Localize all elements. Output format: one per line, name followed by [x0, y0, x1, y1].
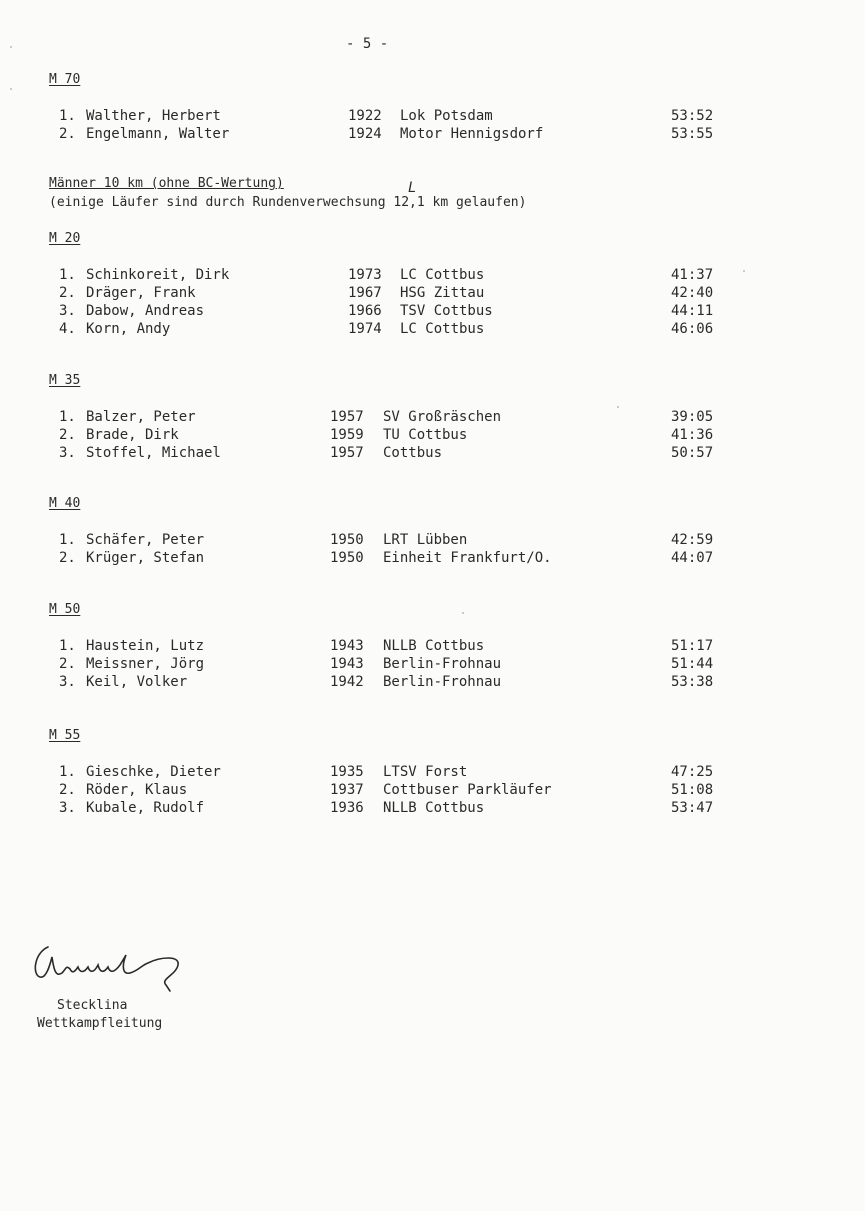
result-row: [0, 108, 865, 126]
rank-label: 1.: [59, 532, 76, 548]
birth-year: 1922: [348, 108, 382, 124]
birth-year: 1943: [330, 638, 364, 654]
note-subtitle: (einige Läufer sind durch Rundenverwechsung 12,1 km gelaufen): [49, 195, 527, 210]
result-row: [0, 674, 865, 692]
club-name: LC Cottbus: [400, 321, 485, 337]
club-name: LRT Lübben: [383, 532, 468, 548]
rank-label: 3.: [59, 303, 76, 319]
club-name: HSG Zittau: [400, 285, 485, 301]
finish-time: 51:08: [671, 782, 714, 798]
result-row: [0, 445, 865, 463]
birth-year: 1967: [348, 285, 382, 301]
page-number: - 5 -: [346, 36, 389, 52]
athlete-name: Dabow, Andreas: [86, 303, 205, 319]
finish-time: 53:55: [671, 126, 714, 142]
birth-year: 1966: [348, 303, 382, 319]
result-row: [0, 427, 865, 445]
athlete-name: Schinkoreit, Dirk: [86, 267, 230, 283]
rank-label: 2.: [59, 427, 76, 443]
signature-scribble: [30, 935, 200, 995]
finish-time: 44:07: [671, 550, 714, 566]
finish-time: 46:06: [671, 321, 714, 337]
finish-time: 51:17: [671, 638, 714, 654]
rank-label: 1.: [59, 267, 76, 283]
finish-time: 53:47: [671, 800, 714, 816]
rank-label: 3.: [59, 674, 76, 690]
club-name: Cottbuser Parkläufer: [383, 782, 552, 798]
athlete-name: Korn, Andy: [86, 321, 171, 337]
signature-name: Stecklina: [57, 998, 128, 1013]
club-name: Einheit Frankfurt/O.: [383, 550, 552, 566]
birth-year: 1973: [348, 267, 382, 283]
paper-speck: [10, 88, 12, 90]
birth-year: 1942: [330, 674, 364, 690]
note-title: Männer 10 km (ohne BC-Wertung): [49, 176, 284, 191]
athlete-name: Stoffel, Michael: [86, 445, 221, 461]
club-name: Lok Potsdam: [400, 108, 493, 124]
club-name: Cottbus: [383, 445, 443, 461]
result-row: [0, 321, 865, 339]
result-row: [0, 532, 865, 550]
athlete-name: Gieschke, Dieter: [86, 764, 221, 780]
athlete-name: Walther, Herbert: [86, 108, 221, 124]
rank-label: 1.: [59, 108, 76, 124]
athlete-name: Keil, Volker: [86, 674, 188, 690]
club-name: NLLB Cottbus: [383, 800, 485, 816]
birth-year: 1943: [330, 656, 364, 672]
paper-speck: [617, 406, 619, 408]
result-row: [0, 267, 865, 285]
finish-time: 53:38: [671, 674, 714, 690]
paper-speck: [462, 612, 464, 614]
rank-label: 1.: [59, 764, 76, 780]
rank-label: 3.: [59, 800, 76, 816]
club-name: TSV Cottbus: [400, 303, 493, 319]
birth-year: 1957: [330, 409, 364, 425]
club-name: NLLB Cottbus: [383, 638, 485, 654]
signature-role: Wettkampfleitung: [37, 1016, 163, 1031]
finish-time: 50:57: [671, 445, 714, 461]
club-name: LTSV Forst: [383, 764, 468, 780]
rank-label: 1.: [59, 409, 76, 425]
result-row: [0, 303, 865, 321]
finish-time: 53:52: [671, 108, 714, 124]
rank-label: 4.: [59, 321, 76, 337]
rank-label: 2.: [59, 285, 76, 301]
athlete-name: Krüger, Stefan: [86, 550, 205, 566]
birth-year: 1950: [330, 550, 364, 566]
result-row: [0, 782, 865, 800]
birth-year: 1959: [330, 427, 364, 443]
birth-year: 1974: [348, 321, 382, 337]
age-class-heading: M 70: [49, 72, 81, 87]
finish-time: 41:36: [671, 427, 714, 443]
athlete-name: Balzer, Peter: [86, 409, 196, 425]
club-name: Motor Hennigsdorf: [400, 126, 544, 142]
rank-label: 2.: [59, 550, 76, 566]
athlete-name: Meissner, Jörg: [86, 656, 205, 672]
athlete-name: Dräger, Frank: [86, 285, 196, 301]
club-name: Berlin-Frohnau: [383, 656, 502, 672]
rank-label: 3.: [59, 445, 76, 461]
result-row: [0, 285, 865, 303]
note-mark: L: [408, 180, 417, 196]
paper-speck: [10, 46, 12, 48]
club-name: TU Cottbus: [383, 427, 468, 443]
age-class-heading: M 20: [49, 231, 81, 246]
club-name: Berlin-Frohnau: [383, 674, 502, 690]
age-class-heading: M 55: [49, 728, 81, 743]
athlete-name: Brade, Dirk: [86, 427, 179, 443]
age-class-heading: M 35: [49, 373, 81, 388]
finish-time: 39:05: [671, 409, 714, 425]
athlete-name: Röder, Klaus: [86, 782, 188, 798]
birth-year: 1924: [348, 126, 382, 142]
finish-time: 44:11: [671, 303, 714, 319]
finish-time: 42:40: [671, 285, 714, 301]
paper-speck: [743, 270, 745, 272]
athlete-name: Haustein, Lutz: [86, 638, 205, 654]
age-class-heading: M 50: [49, 602, 81, 617]
result-row: [0, 550, 865, 568]
athlete-name: Schäfer, Peter: [86, 532, 205, 548]
result-row: [0, 764, 865, 782]
club-name: LC Cottbus: [400, 267, 485, 283]
birth-year: 1935: [330, 764, 364, 780]
finish-time: 42:59: [671, 532, 714, 548]
athlete-name: Kubale, Rudolf: [86, 800, 205, 816]
finish-time: 41:37: [671, 267, 714, 283]
birth-year: 1957: [330, 445, 364, 461]
rank-label: 1.: [59, 638, 76, 654]
club-name: SV Großräschen: [383, 409, 502, 425]
rank-label: 2.: [59, 656, 76, 672]
birth-year: 1950: [330, 532, 364, 548]
finish-time: 51:44: [671, 656, 714, 672]
result-row: [0, 638, 865, 656]
rank-label: 2.: [59, 126, 76, 142]
birth-year: 1936: [330, 800, 364, 816]
rank-label: 2.: [59, 782, 76, 798]
result-row: [0, 800, 865, 818]
age-class-heading: M 40: [49, 496, 81, 511]
result-row: [0, 409, 865, 427]
result-row: [0, 656, 865, 674]
birth-year: 1937: [330, 782, 364, 798]
result-row: [0, 126, 865, 144]
athlete-name: Engelmann, Walter: [86, 126, 230, 142]
finish-time: 47:25: [671, 764, 714, 780]
